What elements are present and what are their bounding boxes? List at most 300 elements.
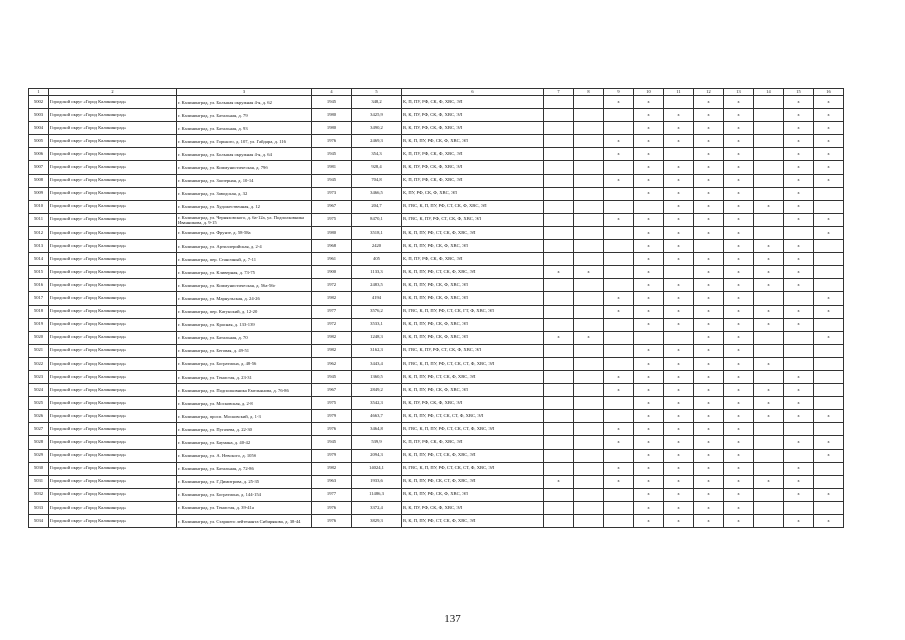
work-mark-cell (814, 397, 844, 410)
address-cell: г. Калининград, просп. Московский, д. 1-3 (177, 410, 312, 423)
work-mark-cell (664, 96, 694, 109)
district-cell: Городской округ «Город Калининград» (49, 200, 177, 213)
work-mark-cell: x (694, 331, 724, 344)
area-cell: 2483,5 (352, 279, 402, 292)
work-mark-cell: x (694, 135, 724, 148)
work-types-cell: В, К, П, ПУ, РФ, СТ, СК, Ф, ХВС, ЭЛ (402, 515, 544, 528)
area-cell: 3464,8 (352, 423, 402, 436)
work-types-cell: В, К, П, ПУ, РФ, СК, Ф, ХВС, ЭЛ (402, 384, 544, 397)
work-mark-cell (574, 305, 604, 318)
work-mark-cell (814, 501, 844, 514)
district-cell: Городской округ «Город Калининград» (49, 226, 177, 239)
work-mark-cell: x (784, 318, 814, 331)
area-cell: 14024,1 (352, 462, 402, 475)
registry-sheet (28, 88, 844, 528)
work-mark-cell: x (724, 266, 754, 279)
year-cell: 1945 (312, 436, 352, 449)
work-mark-cell: x (724, 253, 754, 266)
work-types-cell: В, ГВС, К, П, ПУ, РФ, СТ, СК, СТ, Ф, ХВС, ЭЛ (402, 357, 544, 370)
work-mark-cell: x (634, 187, 664, 200)
work-mark-cell: x (664, 318, 694, 331)
work-mark-cell (754, 370, 784, 383)
work-mark-cell: x (634, 475, 664, 488)
year-cell: 1967 (312, 200, 352, 213)
work-mark-cell: x (694, 423, 724, 436)
work-mark-cell (604, 501, 634, 514)
work-mark-cell: x (664, 410, 694, 423)
column-header: 9 (604, 89, 634, 96)
work-mark-cell (574, 148, 604, 161)
row-id-cell: 5032 (29, 488, 49, 501)
row-id-cell: 5015 (29, 266, 49, 279)
work-mark-cell (544, 292, 574, 305)
table-row (29, 174, 844, 187)
work-mark-cell: x (754, 410, 784, 423)
work-mark-cell: x (724, 279, 754, 292)
work-mark-cell: x (664, 226, 694, 239)
work-mark-cell: x (604, 96, 634, 109)
work-mark-cell: x (604, 292, 634, 305)
work-mark-cell (544, 344, 574, 357)
year-cell: 1945 (312, 148, 352, 161)
work-mark-cell: x (754, 475, 784, 488)
table-row (29, 475, 844, 488)
column-header: 13 (724, 89, 754, 96)
work-types-cell: В, К, П, ПУ, РФ, СТ, СК, Ф, ХВС, ЭЛ (402, 370, 544, 383)
work-mark-cell: x (694, 148, 724, 161)
table-row (29, 266, 844, 279)
work-mark-cell (574, 501, 604, 514)
table-row (29, 292, 844, 305)
district-cell: Городской округ «Город Калининград» (49, 96, 177, 109)
work-mark-cell: x (724, 161, 754, 174)
district-cell: Городской округ «Город Калининград» (49, 449, 177, 462)
area-cell: 1133,3 (352, 266, 402, 279)
row-id-cell: 5012 (29, 226, 49, 239)
work-mark-cell (544, 226, 574, 239)
work-types-cell: В, ГВС, К, П, ПУ, РФ, СТ, СК, СТ, Ф, ХВС, ЭЛ (402, 462, 544, 475)
work-mark-cell: x (814, 449, 844, 462)
work-mark-cell (574, 344, 604, 357)
work-mark-cell (544, 397, 574, 410)
work-mark-cell (544, 515, 574, 528)
work-mark-cell: x (814, 515, 844, 528)
table-row (29, 488, 844, 501)
work-mark-cell (754, 462, 784, 475)
work-mark-cell: x (664, 135, 694, 148)
work-mark-cell (574, 135, 604, 148)
work-mark-cell: x (604, 174, 634, 187)
address-cell: г. Калининград, ул. Кливерная, д. 73-75 (177, 266, 312, 279)
work-mark-cell: x (724, 331, 754, 344)
work-mark-cell: x (814, 135, 844, 148)
work-mark-cell (694, 240, 724, 253)
area-cell: 928,4 (352, 161, 402, 174)
work-mark-cell (754, 174, 784, 187)
area-cell: 3425,9 (352, 109, 402, 122)
table-row (29, 344, 844, 357)
area-cell: 3490,2 (352, 122, 402, 135)
district-cell: Городской округ «Город Калининград» (49, 279, 177, 292)
table-row (29, 253, 844, 266)
work-mark-cell: x (604, 384, 634, 397)
work-mark-cell: x (724, 449, 754, 462)
work-mark-cell (544, 488, 574, 501)
work-mark-cell: x (784, 122, 814, 135)
work-mark-cell (544, 213, 574, 226)
row-id-cell: 5029 (29, 449, 49, 462)
district-cell: Городской округ «Город Калининград» (49, 397, 177, 410)
work-mark-cell (604, 109, 634, 122)
row-id-cell: 5028 (29, 436, 49, 449)
area-cell: 3162,3 (352, 344, 402, 357)
address-cell: г. Калининград, ул. Коммунистическая, д. 56а-56г (177, 279, 312, 292)
work-mark-cell (604, 240, 634, 253)
work-types-cell: В, ГВС, К, ПУ, РФ, СТ, СК, Ф, ХВС, ЭЛ (402, 344, 544, 357)
work-mark-cell (814, 240, 844, 253)
work-mark-cell: x (694, 344, 724, 357)
work-mark-cell: x (604, 423, 634, 436)
work-mark-cell (574, 96, 604, 109)
row-id-cell: 5013 (29, 240, 49, 253)
year-cell: 1972 (312, 279, 352, 292)
row-id-cell: 5025 (29, 397, 49, 410)
work-mark-cell: x (724, 200, 754, 213)
row-id-cell: 5024 (29, 384, 49, 397)
work-mark-cell (814, 318, 844, 331)
work-mark-cell (574, 174, 604, 187)
work-mark-cell: x (664, 501, 694, 514)
work-types-cell: В, К, П, ПУ, РФ, СК, Ф, ХВС, ЭЛ (402, 488, 544, 501)
area-cell: 1248,3 (352, 331, 402, 344)
column-header: 5 (352, 89, 402, 96)
address-cell: г. Калининград, ул. Пугачева, д. 22-30 (177, 423, 312, 436)
work-mark-cell: x (724, 357, 754, 370)
work-mark-cell: x (724, 436, 754, 449)
work-mark-cell: x (784, 148, 814, 161)
table-row (29, 501, 844, 514)
district-cell: Городской округ «Город Калининград» (49, 331, 177, 344)
year-cell: 1982 (312, 331, 352, 344)
work-mark-cell: x (784, 240, 814, 253)
address-cell: г. Калининград, ул. Горького, д. 107, ул. Гайдара, д. 116 (177, 135, 312, 148)
district-cell: Городской округ «Город Калининград» (49, 423, 177, 436)
work-mark-cell (784, 423, 814, 436)
work-mark-cell (754, 148, 784, 161)
work-mark-cell: x (634, 279, 664, 292)
work-mark-cell: x (724, 370, 754, 383)
row-id-cell: 5008 (29, 174, 49, 187)
work-types-cell: В, К, ПУ, РФ, СК, Ф, ХВС, ЭЛ (402, 161, 544, 174)
work-types-cell: В, К, П, ПУ, РФ, СТ, СК, СТ, Ф, ХВС, ЭЛ (402, 410, 544, 423)
year-cell: 1945 (312, 174, 352, 187)
work-mark-cell (574, 109, 604, 122)
work-types-cell: В, К, П, ПУ, РФ, СК, Ф, ХВС, ЭЛ (402, 331, 544, 344)
work-mark-cell: x (724, 148, 754, 161)
work-mark-cell: x (724, 96, 754, 109)
work-mark-cell (604, 449, 634, 462)
row-id-cell: 5003 (29, 109, 49, 122)
work-types-cell: К, П, ПУ, РФ, СК, Ф, ХВС, ЭЛ (402, 96, 544, 109)
work-types-cell: В, К, П, ПУ, РФ, СК, СТ, Ф, ХВС, ЭЛ (402, 475, 544, 488)
work-mark-cell: x (814, 292, 844, 305)
work-mark-cell (604, 226, 634, 239)
address-cell: г. Калининград, ул. Красная, д. 133-139 (177, 318, 312, 331)
work-mark-cell: x (664, 279, 694, 292)
work-mark-cell: x (634, 253, 664, 266)
work-mark-cell: x (784, 305, 814, 318)
work-mark-cell: x (784, 410, 814, 423)
work-mark-cell (544, 161, 574, 174)
work-mark-cell: x (634, 410, 664, 423)
row-id-cell: 5009 (29, 187, 49, 200)
table-row (29, 96, 844, 109)
year-cell: 1980 (312, 109, 352, 122)
work-mark-cell (574, 397, 604, 410)
work-mark-cell (604, 318, 634, 331)
column-header: 4 (312, 89, 352, 96)
work-mark-cell: x (754, 318, 784, 331)
work-mark-cell (754, 122, 784, 135)
work-mark-cell: x (724, 122, 754, 135)
work-mark-cell (754, 423, 784, 436)
work-mark-cell: x (784, 515, 814, 528)
work-mark-cell: x (664, 384, 694, 397)
work-mark-cell (754, 515, 784, 528)
work-mark-cell (754, 488, 784, 501)
work-mark-cell (574, 370, 604, 383)
year-cell: 1962 (312, 357, 352, 370)
work-mark-cell: x (724, 397, 754, 410)
work-mark-cell: x (664, 397, 694, 410)
work-mark-cell: x (664, 161, 694, 174)
work-mark-cell: x (634, 501, 664, 514)
address-cell: г. Калининград, ул. Батальная, д. 79 (177, 109, 312, 122)
work-mark-cell: x (634, 109, 664, 122)
work-mark-cell (574, 462, 604, 475)
work-mark-cell: x (694, 174, 724, 187)
work-mark-cell (574, 240, 604, 253)
row-id-cell: 5021 (29, 344, 49, 357)
work-mark-cell: x (604, 462, 634, 475)
work-mark-cell: x (664, 240, 694, 253)
work-mark-cell (574, 449, 604, 462)
area-cell: 3829,3 (352, 515, 402, 528)
address-cell: г. Калининград, ул. Батальная, д. 72-86 (177, 462, 312, 475)
work-mark-cell: x (814, 488, 844, 501)
work-mark-cell: x (694, 475, 724, 488)
work-mark-cell (574, 515, 604, 528)
work-mark-cell (664, 148, 694, 161)
work-mark-cell: x (664, 109, 694, 122)
work-mark-cell: x (754, 384, 784, 397)
work-mark-cell: x (724, 462, 754, 475)
area-cell: 3372,4 (352, 501, 402, 514)
work-mark-cell (664, 331, 694, 344)
work-mark-cell: x (694, 449, 724, 462)
row-id-cell: 5020 (29, 331, 49, 344)
district-cell: Городской округ «Город Калининград» (49, 122, 177, 135)
address-cell: г. Калининград, ул. Заводская, д. 32 (177, 187, 312, 200)
work-mark-cell: x (754, 200, 784, 213)
work-mark-cell: x (694, 305, 724, 318)
address-cell: г. Калининград, ул. А. Невского, д. 105б (177, 449, 312, 462)
address-cell: г. Калининград, ул. Старшего лейтенанта Сибирякова, д. 38-44 (177, 515, 312, 528)
work-mark-cell: x (544, 266, 574, 279)
area-cell: 704,8 (352, 174, 402, 187)
year-cell: 1976 (312, 501, 352, 514)
address-cell: г. Калининград, ул. Артиллерийская, д. 2-4 (177, 240, 312, 253)
work-mark-cell: x (604, 475, 634, 488)
work-mark-cell: x (784, 96, 814, 109)
work-mark-cell: x (634, 266, 664, 279)
column-header: 12 (694, 89, 724, 96)
work-mark-cell (604, 187, 634, 200)
work-mark-cell: x (814, 305, 844, 318)
table-row (29, 161, 844, 174)
work-mark-cell: x (694, 226, 724, 239)
work-mark-cell: x (694, 462, 724, 475)
district-cell: Городской округ «Город Калининград» (49, 436, 177, 449)
work-mark-cell: x (694, 436, 724, 449)
work-mark-cell: x (724, 187, 754, 200)
column-header: 3 (177, 89, 312, 96)
address-cell: г. Калининград, ул. Подполковника Емельянова, д. 76-86 (177, 384, 312, 397)
work-mark-cell: x (814, 161, 844, 174)
housing-registry-table (28, 88, 844, 528)
work-mark-cell: x (694, 279, 724, 292)
column-header: 7 (544, 89, 574, 96)
work-mark-cell: x (694, 318, 724, 331)
work-mark-cell: x (814, 213, 844, 226)
work-mark-cell: x (784, 187, 814, 200)
work-mark-cell: x (634, 384, 664, 397)
work-types-cell: К, П, ПУ, РФ, СК, Ф, ХВС, ЭЛ (402, 436, 544, 449)
work-mark-cell: x (664, 449, 694, 462)
area-cell: 3443,4 (352, 357, 402, 370)
area-cell: 3542,3 (352, 397, 402, 410)
column-header: 6 (402, 89, 544, 96)
work-mark-cell (544, 318, 574, 331)
work-mark-cell: x (634, 305, 664, 318)
work-mark-cell: x (664, 357, 694, 370)
district-cell: Городской округ «Город Калининград» (49, 475, 177, 488)
row-id-cell: 5006 (29, 148, 49, 161)
work-mark-cell: x (574, 331, 604, 344)
work-mark-cell: x (664, 200, 694, 213)
work-mark-cell: x (664, 122, 694, 135)
work-mark-cell: x (634, 397, 664, 410)
work-mark-cell (754, 436, 784, 449)
work-mark-cell: x (784, 213, 814, 226)
work-mark-cell: x (694, 200, 724, 213)
work-mark-cell (814, 423, 844, 436)
district-cell: Городской округ «Город Калининград» (49, 515, 177, 528)
work-mark-cell: x (664, 344, 694, 357)
work-mark-cell: x (664, 475, 694, 488)
work-mark-cell (814, 370, 844, 383)
work-mark-cell (754, 135, 784, 148)
work-mark-cell: x (724, 344, 754, 357)
work-mark-cell (784, 357, 814, 370)
work-mark-cell (574, 423, 604, 436)
work-mark-cell: x (784, 475, 814, 488)
area-cell: 354,3 (352, 148, 402, 161)
work-mark-cell: x (694, 109, 724, 122)
work-mark-cell (544, 436, 574, 449)
table-row (29, 462, 844, 475)
district-cell: Городской округ «Город Калининград» (49, 318, 177, 331)
work-mark-cell: x (784, 436, 814, 449)
work-mark-cell (604, 357, 634, 370)
work-mark-cell: x (634, 292, 664, 305)
area-cell: 348,2 (352, 96, 402, 109)
year-cell: 1977 (312, 488, 352, 501)
table-body (29, 96, 844, 528)
work-mark-cell: x (724, 501, 754, 514)
table-row (29, 357, 844, 370)
work-mark-cell: x (634, 318, 664, 331)
year-cell: 1982 (312, 344, 352, 357)
work-mark-cell (604, 344, 634, 357)
work-mark-cell: x (634, 436, 664, 449)
work-mark-cell: x (724, 475, 754, 488)
work-mark-cell (754, 213, 784, 226)
work-mark-cell (664, 266, 694, 279)
work-mark-cell: x (724, 305, 754, 318)
work-mark-cell: x (814, 410, 844, 423)
address-cell: г. Калининград, ул. Богратиона, д. 144-154 (177, 488, 312, 501)
district-cell: Городской округ «Город Калининград» (49, 148, 177, 161)
district-cell: Городской округ «Город Калининград» (49, 410, 177, 423)
district-cell: Городской округ «Город Калининград» (49, 305, 177, 318)
work-mark-cell (814, 357, 844, 370)
work-mark-cell: x (634, 226, 664, 239)
work-mark-cell (544, 305, 574, 318)
work-mark-cell (544, 279, 574, 292)
work-mark-cell: x (664, 462, 694, 475)
address-cell: г. Калининград, ул. Марнульская, д. 24-26 (177, 292, 312, 305)
work-mark-cell: x (634, 135, 664, 148)
work-mark-cell (754, 96, 784, 109)
row-id-cell: 5004 (29, 122, 49, 135)
work-mark-cell (544, 122, 574, 135)
work-mark-cell (604, 410, 634, 423)
work-types-cell: В, К, П, ПУ, РФ, СК, Ф, ХВС, ЭЛ (402, 318, 544, 331)
work-types-cell: В, К, ПУ, РФ, СК, Ф, ХВС, ЭЛ (402, 122, 544, 135)
work-mark-cell (574, 122, 604, 135)
work-mark-cell (544, 423, 574, 436)
work-mark-cell (544, 148, 574, 161)
work-mark-cell: x (754, 240, 784, 253)
district-cell: Городской округ «Город Калининград» (49, 253, 177, 266)
year-cell: 1975 (312, 397, 352, 410)
row-id-cell: 5018 (29, 305, 49, 318)
work-mark-cell (604, 200, 634, 213)
year-cell: 1945 (312, 96, 352, 109)
work-types-cell: В, К, ПУ, РФ, СК, Ф, ХВС, ЭЛ (402, 397, 544, 410)
table-row (29, 449, 844, 462)
address-cell: г. Калининград, ул. Большая окружная 4-я, д. 64 (177, 148, 312, 161)
work-mark-cell: x (784, 266, 814, 279)
work-mark-cell: x (664, 305, 694, 318)
column-header: 14 (754, 89, 784, 96)
work-mark-cell: x (634, 161, 664, 174)
district-cell: Городской округ «Город Калининград» (49, 266, 177, 279)
work-mark-cell (784, 331, 814, 344)
address-cell: г. Калининград, ул. Батальная, д. 93 (177, 122, 312, 135)
work-mark-cell (544, 96, 574, 109)
